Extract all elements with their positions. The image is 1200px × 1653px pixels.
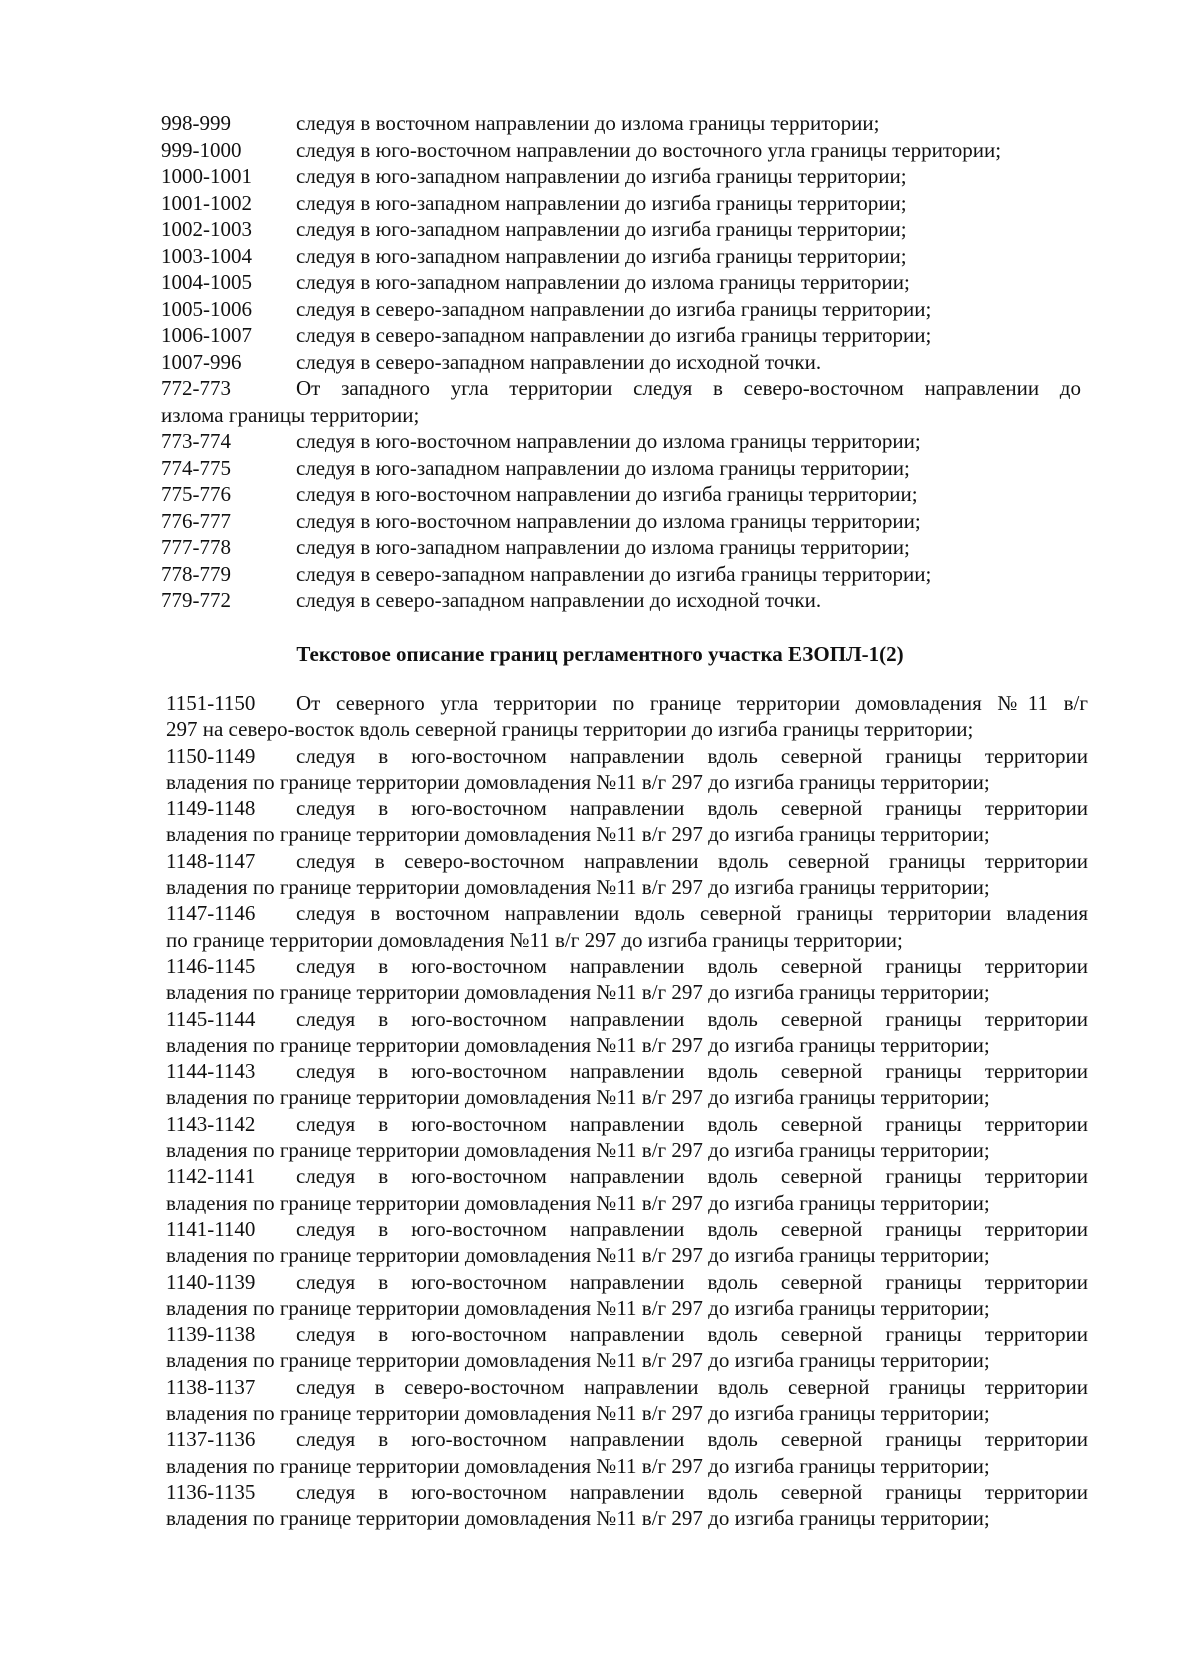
segment-number: 1001-1002 [161,190,252,215]
segment-number: 772-773 [161,376,231,400]
segment-number: 1143-1142 [166,1111,256,1136]
segment-description: следуя в юго-восточном направлении вдоль северной границы территории [296,953,1088,978]
boundary-list-bottom [166,690,1088,1532]
segment-description: следуя в северо-западном направлении до исходной точки. [296,349,822,374]
segment-description: следуя в юго-восточном направлении вдоль северной границы территории [296,743,1088,768]
list-item [161,587,1086,614]
list-item [161,269,1086,296]
segment-description: следуя в северо-восточном направлении вдоль северной границы территории [296,1374,1088,1399]
segment-description: От северного угла территории по границе территории домовладения №11 в/г [296,691,1088,715]
segment-description: следуя в восточном направлении до излома границы территории; [296,111,880,135]
segment-number: 1149-1148 [166,796,256,821]
list-item [166,1426,1088,1479]
segment-number: 1003-1004 [161,243,252,268]
segment-description-continuation: излома границы территории; [161,402,420,427]
segment-description-continuation: 297 на северо-восток вдоль северной границы территории до изгиба границы территории; [166,717,974,742]
segment-description-continuation: владения по границе территории домовладения №11 в/г 297 до изгиба границы территории; [166,1295,990,1320]
segment-number: 1007-996 [161,349,242,374]
segment-description: следуя в юго-западном направлении до изгиба границы территории; [296,217,907,241]
segment-number: 779-772 [161,588,231,612]
segment-number: 775-776 [161,482,231,506]
segment-description-continuation: владения по границе территории домовладения №11 в/г 297 до изгиба границы территории; [166,1032,990,1057]
segment-description: следуя в юго-западном направлении до изгиба границы территории; [296,164,907,188]
segment-number: 773-774 [161,429,231,453]
list-item [161,243,1086,270]
segment-description: следуя в юго-восточном направлении до восточного угла границы территории; [296,137,1002,162]
list-item [161,296,1086,323]
segment-description: следуя в юго-восточном направлении вдоль северной границы территории [296,1216,1088,1241]
segment-description: следуя в северо-западном направлении до изгиба границы территории; [296,323,932,347]
list-item [161,110,1086,137]
segment-description: следуя в северо-западном направлении до изгиба границы территории; [296,296,932,321]
list-item [166,1374,1088,1427]
segment-description: следуя в юго-восточном направлении вдоль северной границы территории [296,1479,1088,1504]
segment-description: следуя в восточном направлении вдоль северной границы территории владения [296,901,1088,926]
list-item [161,163,1086,190]
list-item [161,190,1086,217]
segment-number: 777-778 [161,535,231,559]
segment-number: 1136-1135 [166,1479,256,1504]
segment-description-continuation: владения по границе территории домовладения №11 в/г 297 до изгиба границы территории; [166,1401,990,1426]
list-item [166,1058,1088,1111]
segment-description: следуя в юго-восточном направлении вдоль северной границы территории [296,1269,1088,1294]
segment-description: следуя в юго-западном направлении до излома границы территории; [296,535,910,559]
segment-description-continuation: владения по границе территории домовладения №11 в/г 297 до изгиба границы территории; [166,769,990,794]
segment-description: следуя в юго-западном направлении до изгиба границы территории; [296,190,907,215]
list-item [166,743,1088,796]
segment-description: следуя в северо-западном направлении до исходной точки. [296,588,822,612]
segment-description: следуя в юго-восточном направлении вдоль северной границы территории [296,1111,1088,1136]
segment-description-continuation: владения по границе территории домовладения №11 в/г 297 до изгиба границы территории; [166,875,990,900]
segment-description-continuation: владения по границе территории домовладения №11 в/г 297 до изгиба границы территории; [166,1190,990,1215]
list-item [166,848,1088,901]
list-item [161,508,1086,535]
list-item [166,795,1088,848]
segment-description: следуя в юго-западном направлении до излома границы территории; [296,270,910,294]
list-item [161,534,1086,561]
segment-description: следуя в северо-западном направлении до изгиба границы территории; [296,561,932,586]
segment-number: 1142-1141 [166,1164,256,1189]
segment-description-continuation: владения по границе территории домовладения №11 в/г 297 до изгиба границы территории; [166,1506,990,1531]
segment-number: 1006-1007 [161,323,252,347]
segment-description-continuation: владения по границе территории домовладения №11 в/г 297 до изгиба границы территории; [166,1243,990,1268]
segment-number: 778-779 [161,561,231,586]
segment-description-continuation: владения по границе территории домовладения №11 в/г 297 до изгиба границы территории; [166,1348,990,1373]
segment-description: следуя в юго-восточном направлении вдоль северной границы территории [296,1164,1088,1189]
list-item [166,1216,1088,1269]
segment-description: следуя в юго-западном направлении до излома границы территории; [296,455,910,480]
segment-description: следуя в юго-восточном направлении до излома границы территории; [296,429,921,453]
segment-description-continuation: по границе территории домовладения №11 в/г 297 до изгиба границы территории; [166,927,903,952]
segment-number: 999-1000 [161,137,242,162]
segment-number: 1150-1149 [166,743,256,768]
segment-number: 1148-1147 [166,848,256,873]
segment-number: 1002-1003 [161,217,252,241]
segment-number: 1138-1137 [166,1374,256,1399]
segment-number: 1151-1150 [166,691,256,715]
list-item [166,1479,1088,1532]
list-item [161,481,1086,508]
list-item [166,1111,1088,1164]
segment-number: 1141-1140 [166,1216,256,1241]
segment-number: 776-777 [161,508,231,533]
section-heading: Текстовое описание границ регламентного участка ЕЗОПЛ-1(2) [296,642,904,666]
list-item [166,1269,1088,1322]
segment-number: 1139-1138 [166,1322,256,1347]
list-item [166,690,1088,743]
boundary-list-top [161,110,1086,614]
segment-description: следуя в юго-восточном направлении до излома границы территории; [296,508,921,533]
segment-number: 1146-1145 [166,953,256,978]
segment-number: 998-999 [161,111,231,135]
segment-number: 1004-1005 [161,270,252,294]
segment-description: От западного угла территории следуя в северо-восточном направлении до [296,376,1081,400]
list-item [166,1006,1088,1059]
segment-description-continuation: владения по границе территории домовладения №11 в/г 297 до изгиба границы территории; [166,1138,990,1163]
list-item [161,137,1086,164]
list-item [161,216,1086,243]
segment-description-continuation: владения по границе территории домовладения №11 в/г 297 до изгиба границы территории; [166,980,990,1005]
segment-description: следуя в северо-восточном направлении вдоль северной границы территории [296,848,1088,873]
segment-description: следуя в юго-восточном направлении вдоль северной границы территории [296,1322,1088,1347]
segment-number: 1005-1006 [161,296,252,321]
list-item [161,349,1086,376]
list-item [166,900,1088,953]
list-item [161,322,1086,349]
segment-description: следуя в юго-восточном направлении вдоль северной границы территории [296,1006,1088,1031]
list-item [166,1321,1088,1374]
segment-number: 1144-1143 [166,1059,256,1084]
list-item [166,1163,1088,1216]
list-item [161,561,1086,588]
list-item [161,428,1086,455]
segment-number: 1145-1144 [166,1006,256,1031]
segment-description: следуя в юго-восточном направлении вдоль северной границы территории [296,796,1088,821]
list-item [166,953,1088,1006]
segment-description: следуя в юго-восточном направлении вдоль северной границы территории [296,1427,1088,1452]
segment-description-continuation: владения по границе территории домовладения №11 в/г 297 до изгиба границы территории; [166,1453,990,1478]
segment-number: 1137-1136 [166,1427,256,1452]
segment-number: 1000-1001 [161,164,252,188]
list-item-wrapped [161,375,1081,428]
segment-description: следуя в юго-восточном направлении до изгиба границы территории; [296,482,918,506]
segment-number: 1147-1146 [166,901,256,926]
list-item [161,455,1086,482]
segment-description: следуя в юго-западном направлении до изгиба границы территории; [296,243,907,268]
segment-number: 774-775 [161,455,231,480]
segment-description: следуя в юго-восточном направлении вдоль северной границы территории [296,1059,1088,1084]
segment-description-continuation: владения по границе территории домовладения №11 в/г 297 до изгиба границы территории; [166,1085,990,1110]
segment-description-continuation: владения по границе территории домовладения №11 в/г 297 до изгиба границы территории; [166,822,990,847]
segment-number: 1140-1139 [166,1269,256,1294]
